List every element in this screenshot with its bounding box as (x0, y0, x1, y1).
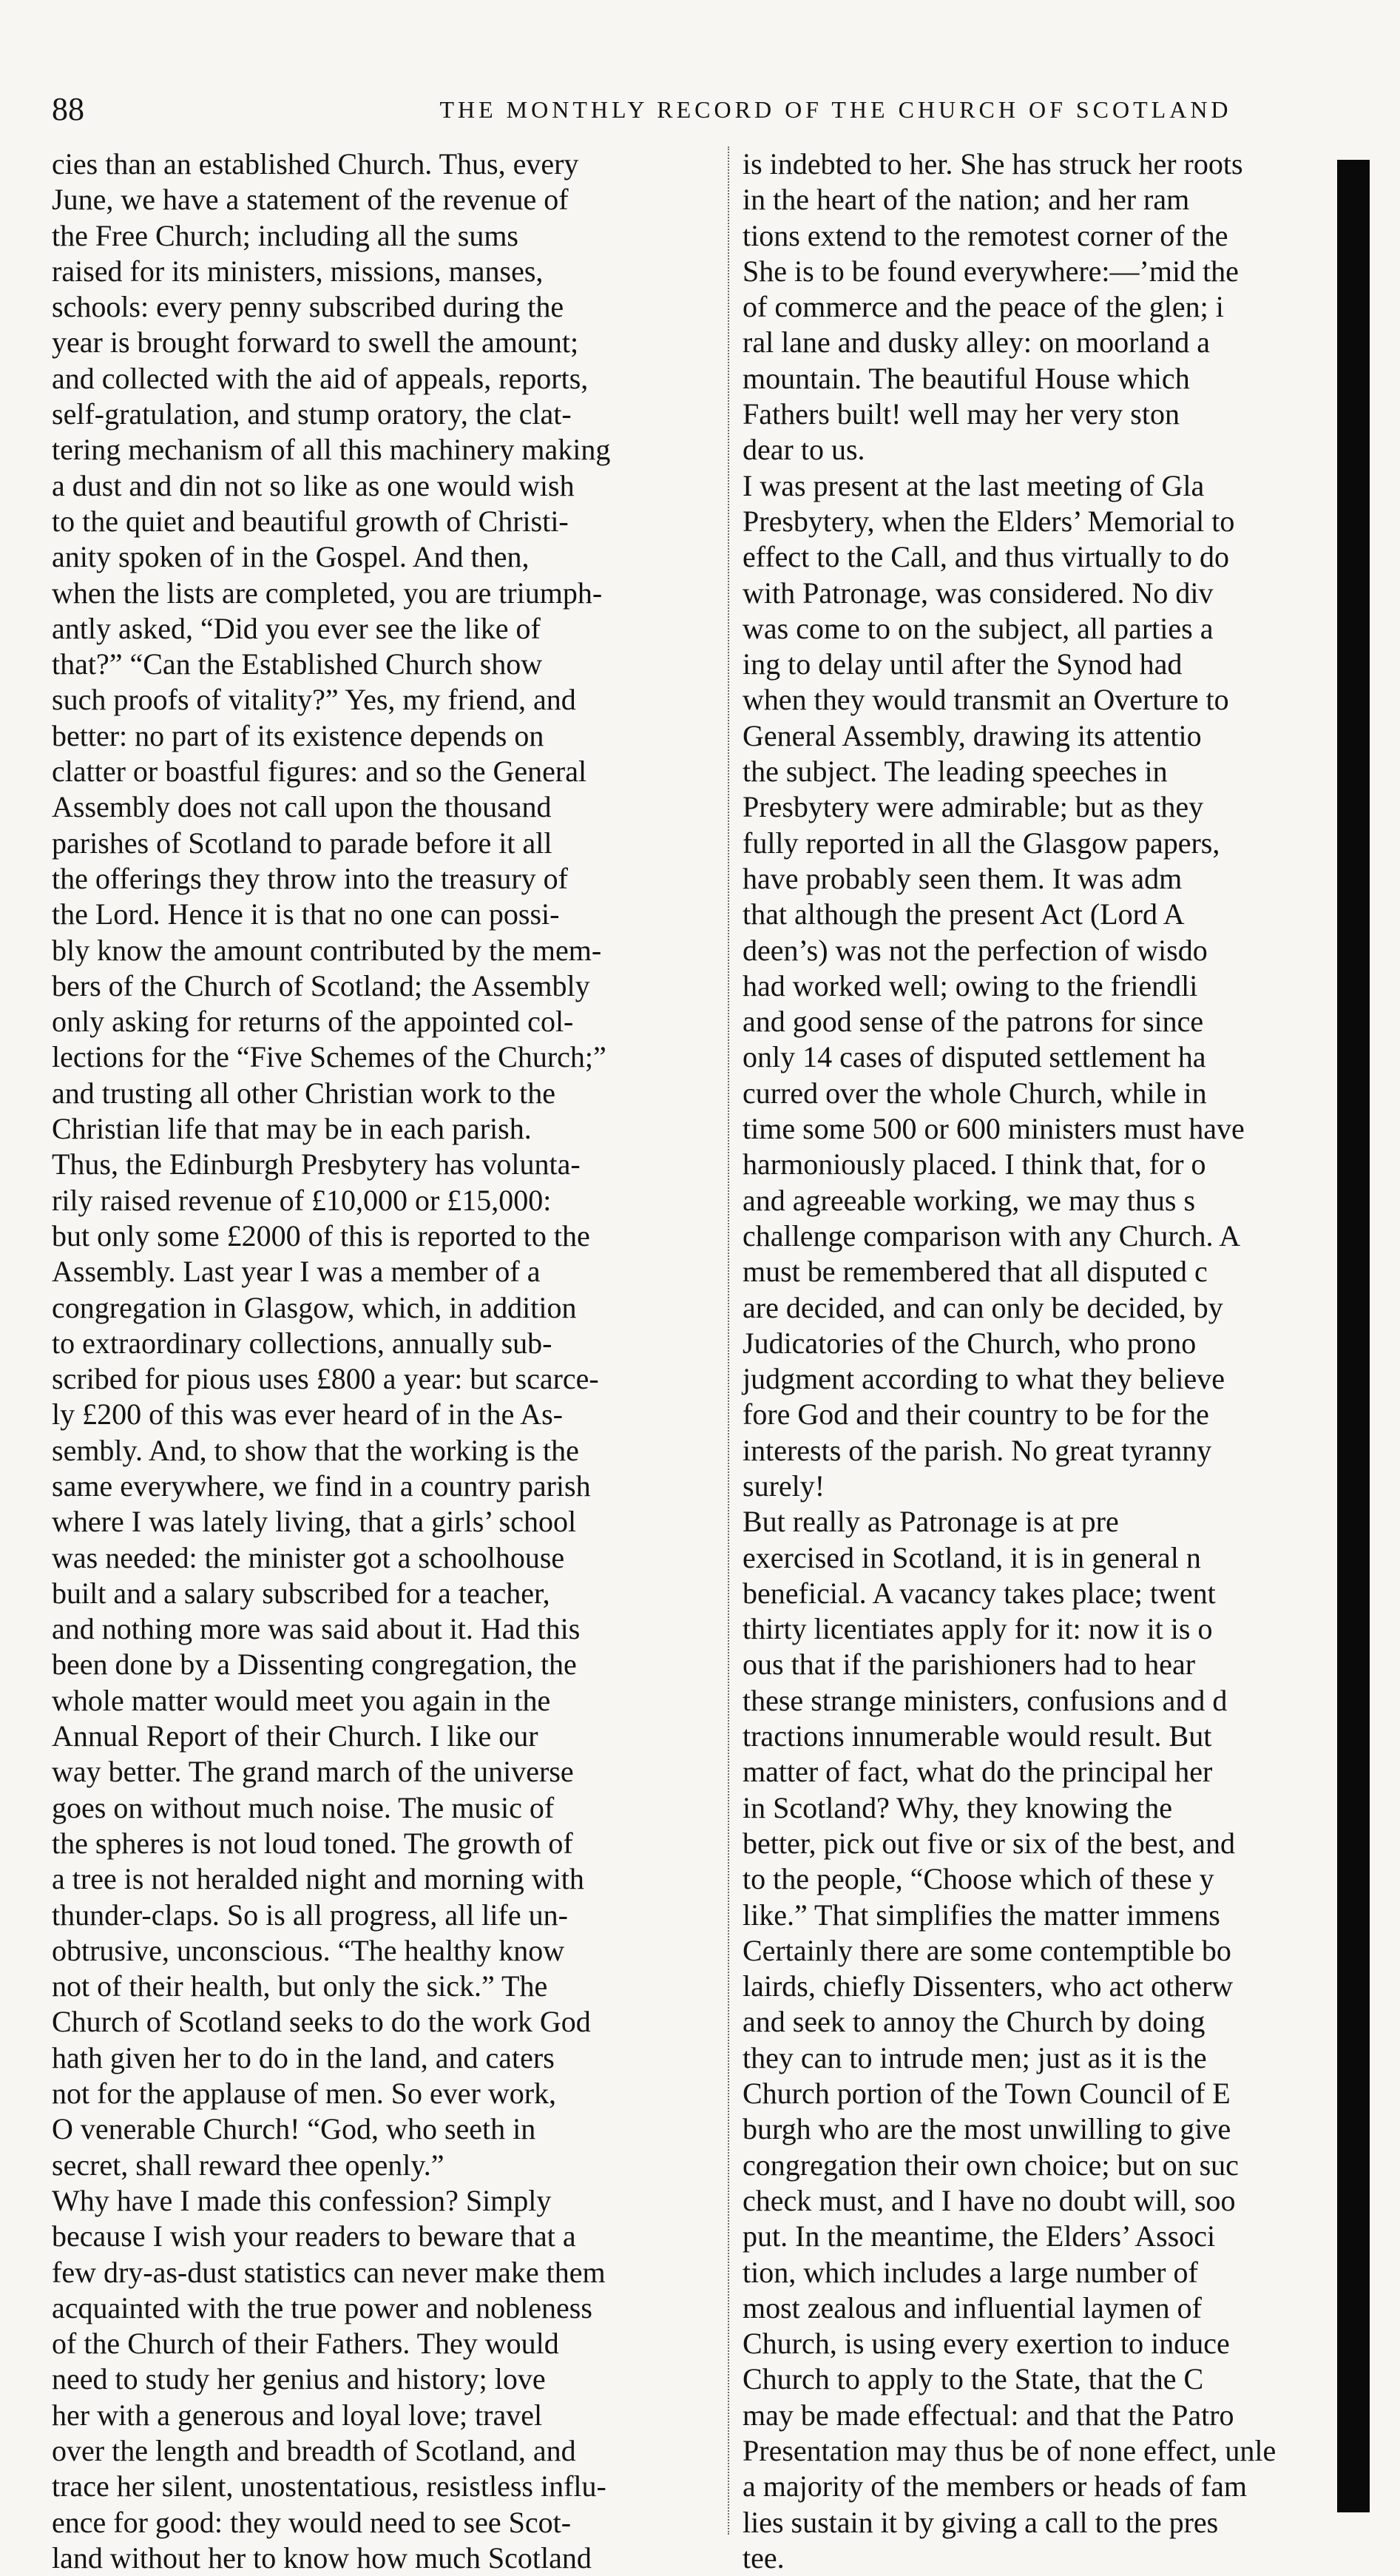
text-line: built and a salary subscribed for a teacher, (52, 1576, 550, 1610)
text-line: Assembly does not call upon the thousand (52, 790, 552, 824)
text-line: must be remembered that all disputed c (743, 1255, 1208, 1289)
text-line: bly know the amount contributed by the mem- (52, 933, 602, 967)
text-line: most zealous and influential laymen of (743, 2290, 1202, 2324)
text-line: such proofs of vitality?” Yes, my friend, and (52, 683, 576, 717)
text-line: ing to delay until after the Synod had (743, 647, 1183, 681)
text-line: secret, shall reward thee openly.” (52, 2148, 444, 2182)
text-line: her with a generous and loyal love; travel (52, 2398, 543, 2432)
text-line: Judicatories of the Church, who prono (743, 1326, 1197, 1360)
text-line: ence for good: they would need to see Scot- (52, 2505, 572, 2539)
text-line: when they would transmit an Overture to (743, 683, 1229, 717)
text-line: Presentation may thus be of none effect, unle (743, 2434, 1276, 2467)
text-line: Church, is using every exertion to induce (743, 2327, 1230, 2361)
text-line: harmoniously placed. I think that, for o (743, 1147, 1206, 1181)
right-text-column (743, 146, 1373, 2575)
text-line: Church portion of the Town Council of E (743, 2077, 1231, 2111)
text-line: Presbytery were admirable; but as they (743, 790, 1204, 824)
text-line: with Patronage, was considered. No div (743, 576, 1214, 610)
page-header (52, 87, 1353, 132)
text-line: year is brought forward to swell the amount; (52, 326, 579, 360)
text-line: the subject. The leading speeches in (743, 755, 1168, 789)
text-line: the Lord. Hence it is that no one can possi- (52, 897, 560, 931)
text-line: time some 500 or 600 ministers must have (743, 1112, 1245, 1146)
text-line: June, we have a statement of the revenue of (52, 183, 569, 217)
text-line: tion, which includes a large number of (743, 2255, 1198, 2289)
text-line: raised for its ministers, missions, manses, (52, 254, 544, 288)
text-line: interests of the parish. No great tyranny (743, 1433, 1212, 1467)
text-line: in the heart of the nation; and her ram (743, 183, 1190, 217)
text-line: better, pick out five or six of the best, and (743, 1826, 1235, 1860)
text-line: hath given her to do in the land, and caters (52, 2040, 555, 2074)
text-line: antly asked, “Did you ever see the like of (52, 611, 541, 645)
text-line: have probably seen them. It was adm (743, 861, 1183, 895)
text-line: fore God and their country to be for the (743, 1397, 1209, 1432)
text-line: I was present at the last meeting of Gla (743, 468, 1205, 502)
text-line: need to study her genius and history; love (52, 2362, 546, 2396)
text-line: lairds, chiefly Dissenters, who act otherw (743, 1969, 1234, 2003)
left-text-column (52, 146, 717, 2575)
text-line: check must, and I have no doubt will, soo (743, 2183, 1236, 2217)
text-line: cies than an established Church. Thus, every (52, 147, 579, 181)
text-line: fully reported in all the Glasgow papers, (743, 826, 1220, 860)
text-line: judgment according to what they believe (743, 1362, 1225, 1396)
text-line: sembly. And, to show that the working is the (52, 1433, 579, 1467)
text-line: deen’s) was not the perfection of wisdo (743, 933, 1208, 967)
text-line: to the people, “Choose which of these y (743, 1862, 1214, 1896)
text-line: not of their health, but only the sick.” The (52, 1969, 548, 2003)
text-line: same everywhere, we find in a country parish (52, 1469, 591, 1503)
text-line: ous that if the parishioners had to hear (743, 1648, 1196, 1682)
text-line: of the Church of their Fathers. They would (52, 2327, 559, 2361)
text-line: a tree is not heralded night and morning with (52, 1862, 584, 1896)
text-line: General Assembly, drawing its attentio (743, 718, 1202, 752)
text-line: tee. (743, 2540, 785, 2575)
text-line: obtrusive, unconscious. “The healthy know (52, 1933, 565, 1967)
text-line: to the quiet and beautiful growth of Christi- (52, 504, 569, 538)
text-line: O venerable Church! “God, who seeth in (52, 2112, 536, 2146)
text-line: self-gratulation, and stump oratory, the clat- (52, 397, 572, 431)
text-line: beneficial. A vacancy takes place; twent (743, 1576, 1216, 1610)
text-line: tering mechanism of all this machinery making (52, 433, 611, 467)
text-line: Annual Report of their Church. I like our (52, 1719, 538, 1753)
text-line: congregation in Glasgow, which, in addition (52, 1290, 577, 1324)
text-line: bers of the Church of Scotland; the Assembly (52, 968, 590, 1002)
text-line: ly £200 of this was ever heard of in the As- (52, 1397, 563, 1432)
text-line: Church of Scotland seeks to do the work God (52, 2005, 591, 2039)
text-line: schools: every penny subscribed during the (52, 290, 564, 324)
text-line: challenge comparison with any Church. A (743, 1218, 1241, 1252)
text-line: Presbytery, when the Elders’ Memorial to (743, 504, 1235, 538)
text-line: not for the applause of men. So ever work, (52, 2077, 557, 2111)
text-line: exercised in Scotland, it is in general n (743, 1540, 1201, 1574)
text-line: because I wish your readers to beware that a (52, 2219, 576, 2253)
text-line: Church to apply to the State, that the C (743, 2362, 1204, 2396)
text-line: Christian life that may be in each parish. (52, 1112, 532, 1146)
text-line: to extraordinary collections, annually sub- (52, 1326, 552, 1360)
text-line: the spheres is not loud toned. The growth of (52, 1826, 573, 1860)
text-line: burgh who are the most unwilling to give (743, 2112, 1231, 2146)
text-line: when the lists are completed, you are triumph- (52, 576, 603, 610)
text-line: put. In the meantime, the Elders’ Associ (743, 2219, 1216, 2253)
text-line: better: no part of its existence depends on (52, 718, 544, 752)
text-line: rily raised revenue of £10,000 or £15,000: (52, 1183, 552, 1217)
text-line: lections for the “Five Schemes of the Church;” (52, 1040, 606, 1074)
text-line: She is to be found everywhere:—’mid the (743, 254, 1239, 288)
text-line: and trusting all other Christian work to the (52, 1076, 555, 1110)
text-line: ral lane and dusky alley: on moorland a (743, 326, 1211, 360)
page-number: 88 (52, 91, 84, 127)
text-line: in Scotland? Why, they knowing the (743, 1790, 1173, 1824)
text-line: only 14 cases of disputed settlement ha (743, 1040, 1206, 1074)
text-line: Thus, the Edinburgh Presbytery has volunta- (52, 1147, 581, 1181)
text-line: surely! (743, 1469, 825, 1503)
text-line: they can to intrude men; just as it is the (743, 2040, 1207, 2074)
text-line: scribed for pious uses £800 a year: but scarce- (52, 1362, 599, 1396)
running-title: THE MONTHLY RECORD OF THE CHURCH OF SCOTLAND (439, 96, 1232, 123)
text-line: that although the present Act (Lord A (743, 897, 1185, 931)
text-line: goes on without much noise. The music of (52, 1790, 555, 1824)
text-line: congregation their own choice; but on suc (743, 2148, 1239, 2182)
text-line: and good sense of the patrons for since (743, 1005, 1204, 1039)
text-line: thunder-claps. So is all progress, all life un- (52, 1898, 568, 1932)
text-line: whole matter would meet you again in the (52, 1683, 551, 1717)
text-line: Assembly. Last year I was a member of a (52, 1255, 541, 1289)
text-line: of commerce and the peace of the glen; i (743, 290, 1224, 324)
text-line: been done by a Dissenting congregation, the (52, 1648, 577, 1682)
text-line: acquainted with the true power and nobleness (52, 2290, 592, 2324)
text-line: and nothing more was said about it. Had this (52, 1612, 581, 1646)
text-line: had worked well; owing to the friendli (743, 968, 1198, 1002)
text-line: parishes of Scotland to parade before it all (52, 826, 552, 860)
text-line: like.” That simplifies the matter immens (743, 1898, 1220, 1932)
text-line: tions extend to the remotest corner of the (743, 218, 1228, 252)
text-line: may be made effectual: and that the Patro (743, 2398, 1234, 2432)
text-line: was come to on the subject, all parties a (743, 611, 1214, 645)
text-line: a majority of the members or heads of fam (743, 2469, 1247, 2503)
text-line: way better. The grand march of the universe (52, 1755, 574, 1789)
text-line: tractions innumerable would result. But (743, 1719, 1212, 1753)
text-line: curred over the whole Church, while in (743, 1076, 1207, 1110)
text-line: mountain. The beautiful House which (743, 361, 1190, 395)
text-line: only asking for returns of the appointed col- (52, 1005, 574, 1039)
text-line: over the length and breadth of Scotland, and (52, 2434, 576, 2467)
text-line: was needed: the minister got a schoolhouse (52, 1540, 565, 1574)
text-line: are decided, and can only be decided, by (743, 1290, 1223, 1324)
text-line: clatter or boastful figures: and so the General (52, 755, 587, 789)
text-line: these strange ministers, confusions and d (743, 1683, 1228, 1717)
text-line: Fathers built! well may her very ston (743, 397, 1180, 431)
text-line: where I was lately living, that a girls’ school (52, 1505, 577, 1539)
text-line: but only some £2000 of this is reported to the (52, 1218, 590, 1252)
text-line: and agreeable working, we may thus s (743, 1183, 1196, 1217)
text-line: and collected with the aid of appeals, reports, (52, 361, 589, 395)
text-line: matter of fact, what do the principal her (743, 1755, 1213, 1789)
text-line: thirty licentiates apply for it: now it is o (743, 1612, 1213, 1646)
text-line: anity spoken of in the Gospel. And then, (52, 540, 530, 574)
text-line: the offerings they throw into the treasury of (52, 861, 568, 895)
text-line: a dust and din not so like as one would wish (52, 468, 575, 502)
text-line: Certainly there are some contemptible bo (743, 1933, 1231, 1967)
text-line: few dry-as-dust statistics can never make them (52, 2255, 606, 2289)
text-line: lies sustain it by giving a call to the pres (743, 2505, 1219, 2539)
text-line: land without her to know how much Scotland (52, 2540, 592, 2575)
text-line: the Free Church; including all the sums (52, 218, 518, 252)
text-line: But really as Patronage is at pre (743, 1505, 1119, 1539)
text-line: is indebted to her. She has struck her roots (743, 147, 1243, 181)
text-line: and seek to annoy the Church by doing (743, 2005, 1205, 2039)
text-line: effect to the Call, and thus virtually to do (743, 540, 1230, 574)
text-line: trace her silent, unostentatious, resistless influ- (52, 2469, 606, 2503)
column-divider (728, 146, 729, 2535)
text-line: Why have I made this confession? Simply (52, 2183, 552, 2217)
binding-shadow (1337, 160, 1370, 2512)
text-line: that?” “Can the Established Church show (52, 647, 543, 681)
text-line: dear to us. (743, 433, 865, 467)
